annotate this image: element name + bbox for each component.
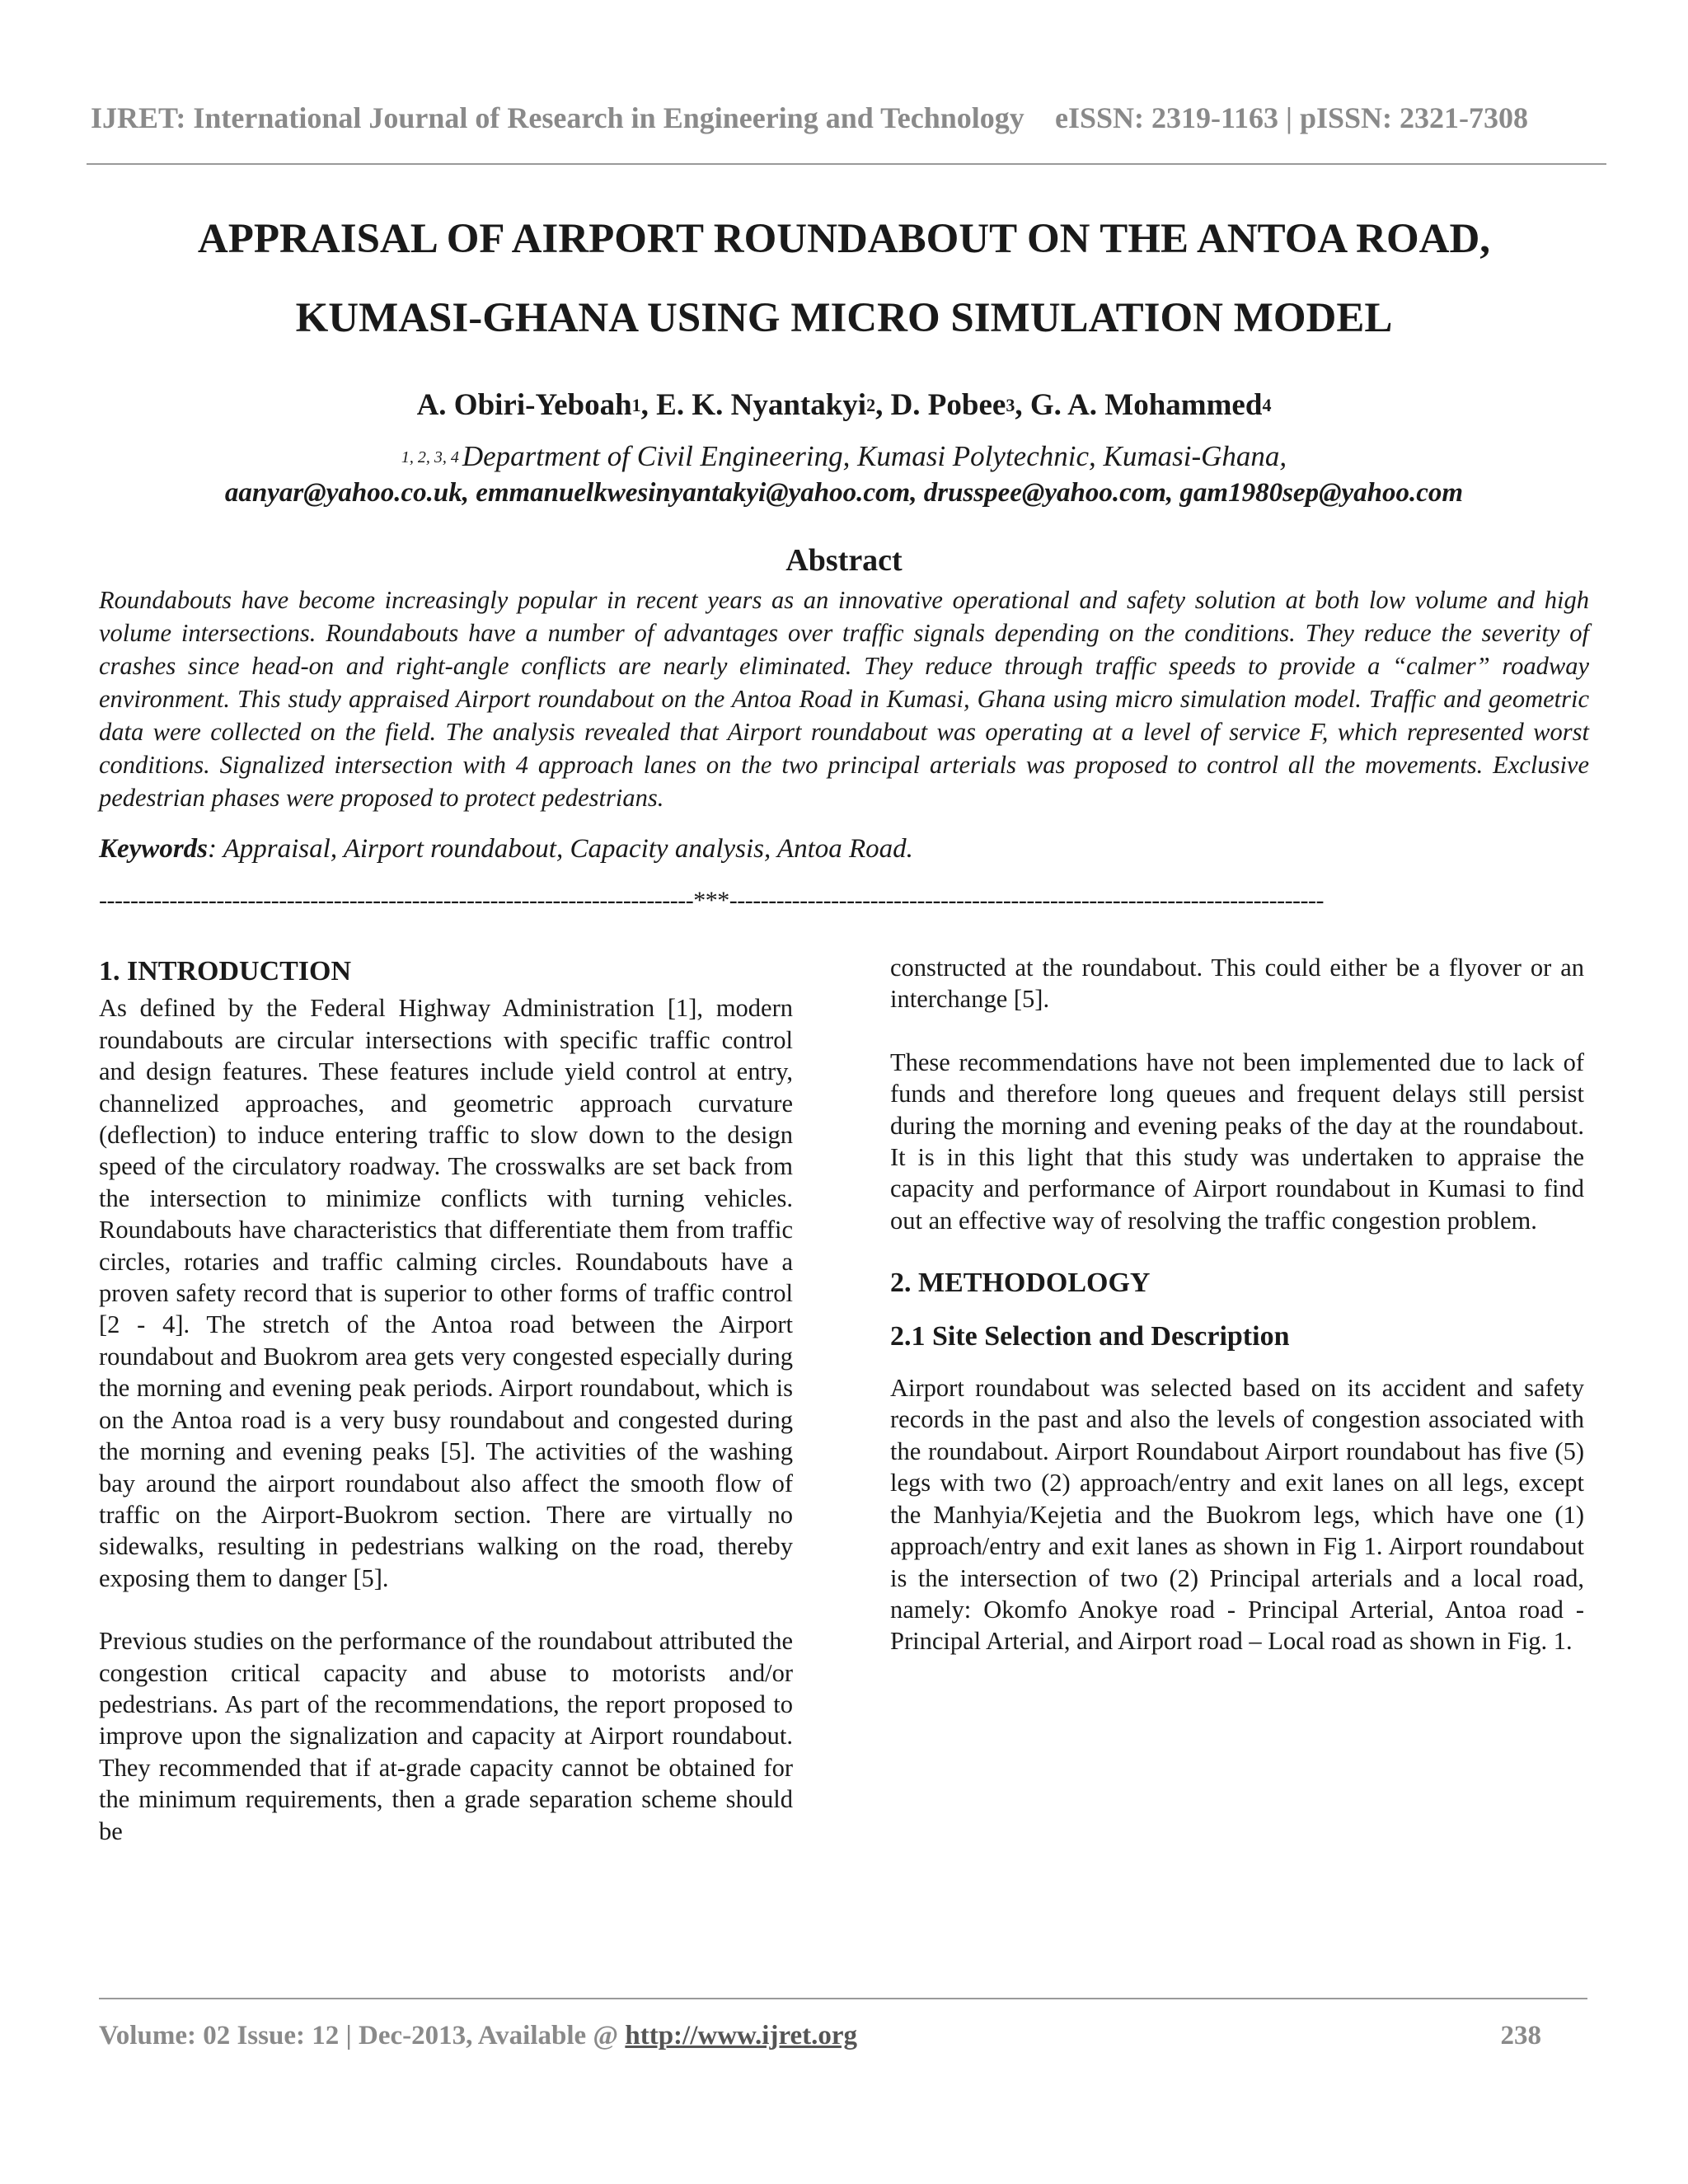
abstract-text: Roundabouts have become increasingly popular in recent years as an innovative operational and safety solution at both low volume and high volume intersections. Roundabouts have a number of advantages over traffic signals depending on the conditions. They reduce the severity of crashes since head-on and right-angle conflicts are nearly eliminated. They reduce through traffic speeds to provide a “calmer” roadway environment. This study appraised Airport roundabout on the Antoa Road in Kumasi, Ghana using micro simulation model. Traffic and geometric data were collected on the field. The analysis revealed that Airport roundabout was operating at a level of service F, which represented worst conditions. Signalized intersection with 4 approach lanes on the two principal arterials was proposed to control all the movements. Exclusive pedestrian phases were proposed to protect pedestrians. — [99, 586, 1589, 812]
right-column — [890, 952, 1584, 1657]
left-column — [99, 956, 793, 1847]
paragraph-gap — [890, 1236, 1584, 1268]
author-name: A. Obiri-Yeboah — [416, 388, 632, 422]
paper-title — [82, 199, 1606, 358]
site-heading: 2.1 Site Selection and Description — [890, 1320, 1290, 1352]
author-sup: 4 — [1262, 395, 1272, 415]
paragraph-gap — [99, 1594, 793, 1625]
author-name: E. K. Nyantakyi — [656, 388, 867, 422]
affiliation — [82, 440, 1606, 473]
intro-paragraph-1: As defined by the Federal Highway Administration [1], modern roundabouts are circular intersections with specific traffic control and design features. These features include yield control at entry, channelized approaches, and geometric approach curvature (deflection) to induce entering traffic to slow down to the design speed of the circulatory roadway. The crosswalks are set back from the intersection to minimize conflicts with turning vehicles. Roundabouts have characteristics that differentiate them from traffic circles, rotaries and traffic calming circles. Roundabouts have a proven safety record that is superior to other forms of traffic control [2 - 4]. The stretch of the Antoa road between the Airport roundabout and Buokrom area gets very congested especially during the morning and evening peak periods. Airport roundabout, which is on the Antoa road is a very busy roundabout and congested during the morning and evening peaks [5]. The activities of the washing bay around the airport roundabout also affect the smooth flow of traffic on the Airport-Buokrom section. There are virtually no sidewalks, resulting in pedestrians walking on the road, thereby exposing them to danger [5]. — [99, 994, 793, 1592]
journal-name: IJRET: International Journal of Research in Engineering and Technology — [91, 101, 1025, 134]
right-paragraph-2: These recommendations have not been implemented due to lack of funds and therefore long queues and frequent delays still persist during the morning and evening peaks of the day at the roundabout. It is in this light that this study was undertaken to appraise the capacity and performance of Airport roundabout in Kumasi to find out an effective way of resolving the traffic congestion problem. — [890, 1047, 1584, 1235]
page-number: 238 — [1500, 2021, 1541, 2050]
footer-rule — [99, 1998, 1587, 1999]
author-sep: , — [640, 388, 657, 422]
author-sep: , — [875, 388, 891, 422]
methodology-heading: 2. METHODOLOGY — [890, 1268, 1151, 1299]
author-sup: 2 — [866, 395, 876, 415]
author-sep: , — [1015, 388, 1030, 422]
affiliation-text: Department of Civil Engineering, Kumasi Polytechnic, Kumasi-Ghana, — [462, 440, 1287, 472]
keywords-text: : Appraisal, Airport roundabout, Capacity analysis, Antoa Road. — [208, 834, 913, 864]
right-paragraph-1: constructed at the roundabout. This could either be a flyover or an interchange [5]. — [890, 954, 1584, 1014]
running-footer — [99, 2021, 1541, 2051]
author-name: G. A. Mohammed — [1029, 388, 1263, 422]
author-name: D. Pobee — [890, 388, 1006, 422]
author-sup: 1 — [631, 395, 641, 415]
keywords — [99, 834, 1589, 865]
keywords-label: Keywords — [99, 834, 208, 864]
site-paragraph-1: Airport roundabout was selected based on its accident and safety records in the past and also the levels of congestion associated with the roundabout. Airport Roundabout Airport roundabout has five (5) legs with two (2) approach/entry and exit lanes on all legs, except the Manhyia/Kejetia and the Buokrom legs, which have one (1) approach/entry and exit lanes as shown in Fig 1. Airport roundabout is the intersection of two (2) Principal arterials and a local road, namely: Okomfo Anokye road - Principal Arterial, Antoa road - Principal Arterial, and Airport road – Local road as shown in Fig. 1. — [890, 1374, 1584, 1656]
paragraph-gap — [890, 1015, 1584, 1047]
author-sup: 3 — [1006, 395, 1015, 415]
author-list — [82, 387, 1606, 423]
intro-heading: 1. INTRODUCTION — [99, 956, 352, 987]
title-line-2: KUMASI-GHANA USING MICRO SIMULATION MODEL — [295, 295, 1393, 341]
abstract-heading: Abstract — [785, 543, 903, 578]
affiliation-sup: 1, 2, 3, 4 — [401, 448, 459, 466]
journal-url-link[interactable]: http://www.ijret.org — [625, 2021, 858, 2050]
running-header — [91, 101, 1615, 135]
intro-paragraph-2: Previous studies on the performance of the roundabout attributed the congestion critical capacity and abuse to motorists and/or pedestrians. As part of the recommendations, the report proposed to improve upon the signalization and capacity at Airport roundabout. They recommended that if at-grade capacity cannot be obtained for the minimum requirements, then a grade separation scheme should be — [99, 1627, 793, 1845]
issn-info: eISSN: 2319-1163 | pISSN: 2321-7308 — [1055, 101, 1528, 134]
title-line-1: APPRAISAL OF AIRPORT ROUNDABOUT ON THE ANTOA ROAD, — [197, 216, 1491, 262]
section-divider: ----------------------------------------------------------------------------***---------------------------------------------------------------------------- — [99, 887, 1325, 914]
volume-info: Volume: 02 Issue: 12 | Dec-2013, Available @ — [99, 2021, 626, 2050]
header-rule — [87, 163, 1606, 165]
author-emails: aanyar@yahoo.co.uk, emmanuelkwesinyantakyi@yahoo.com, drusspee@yahoo.com, gam1980sep@yahoo.com — [224, 478, 1464, 508]
